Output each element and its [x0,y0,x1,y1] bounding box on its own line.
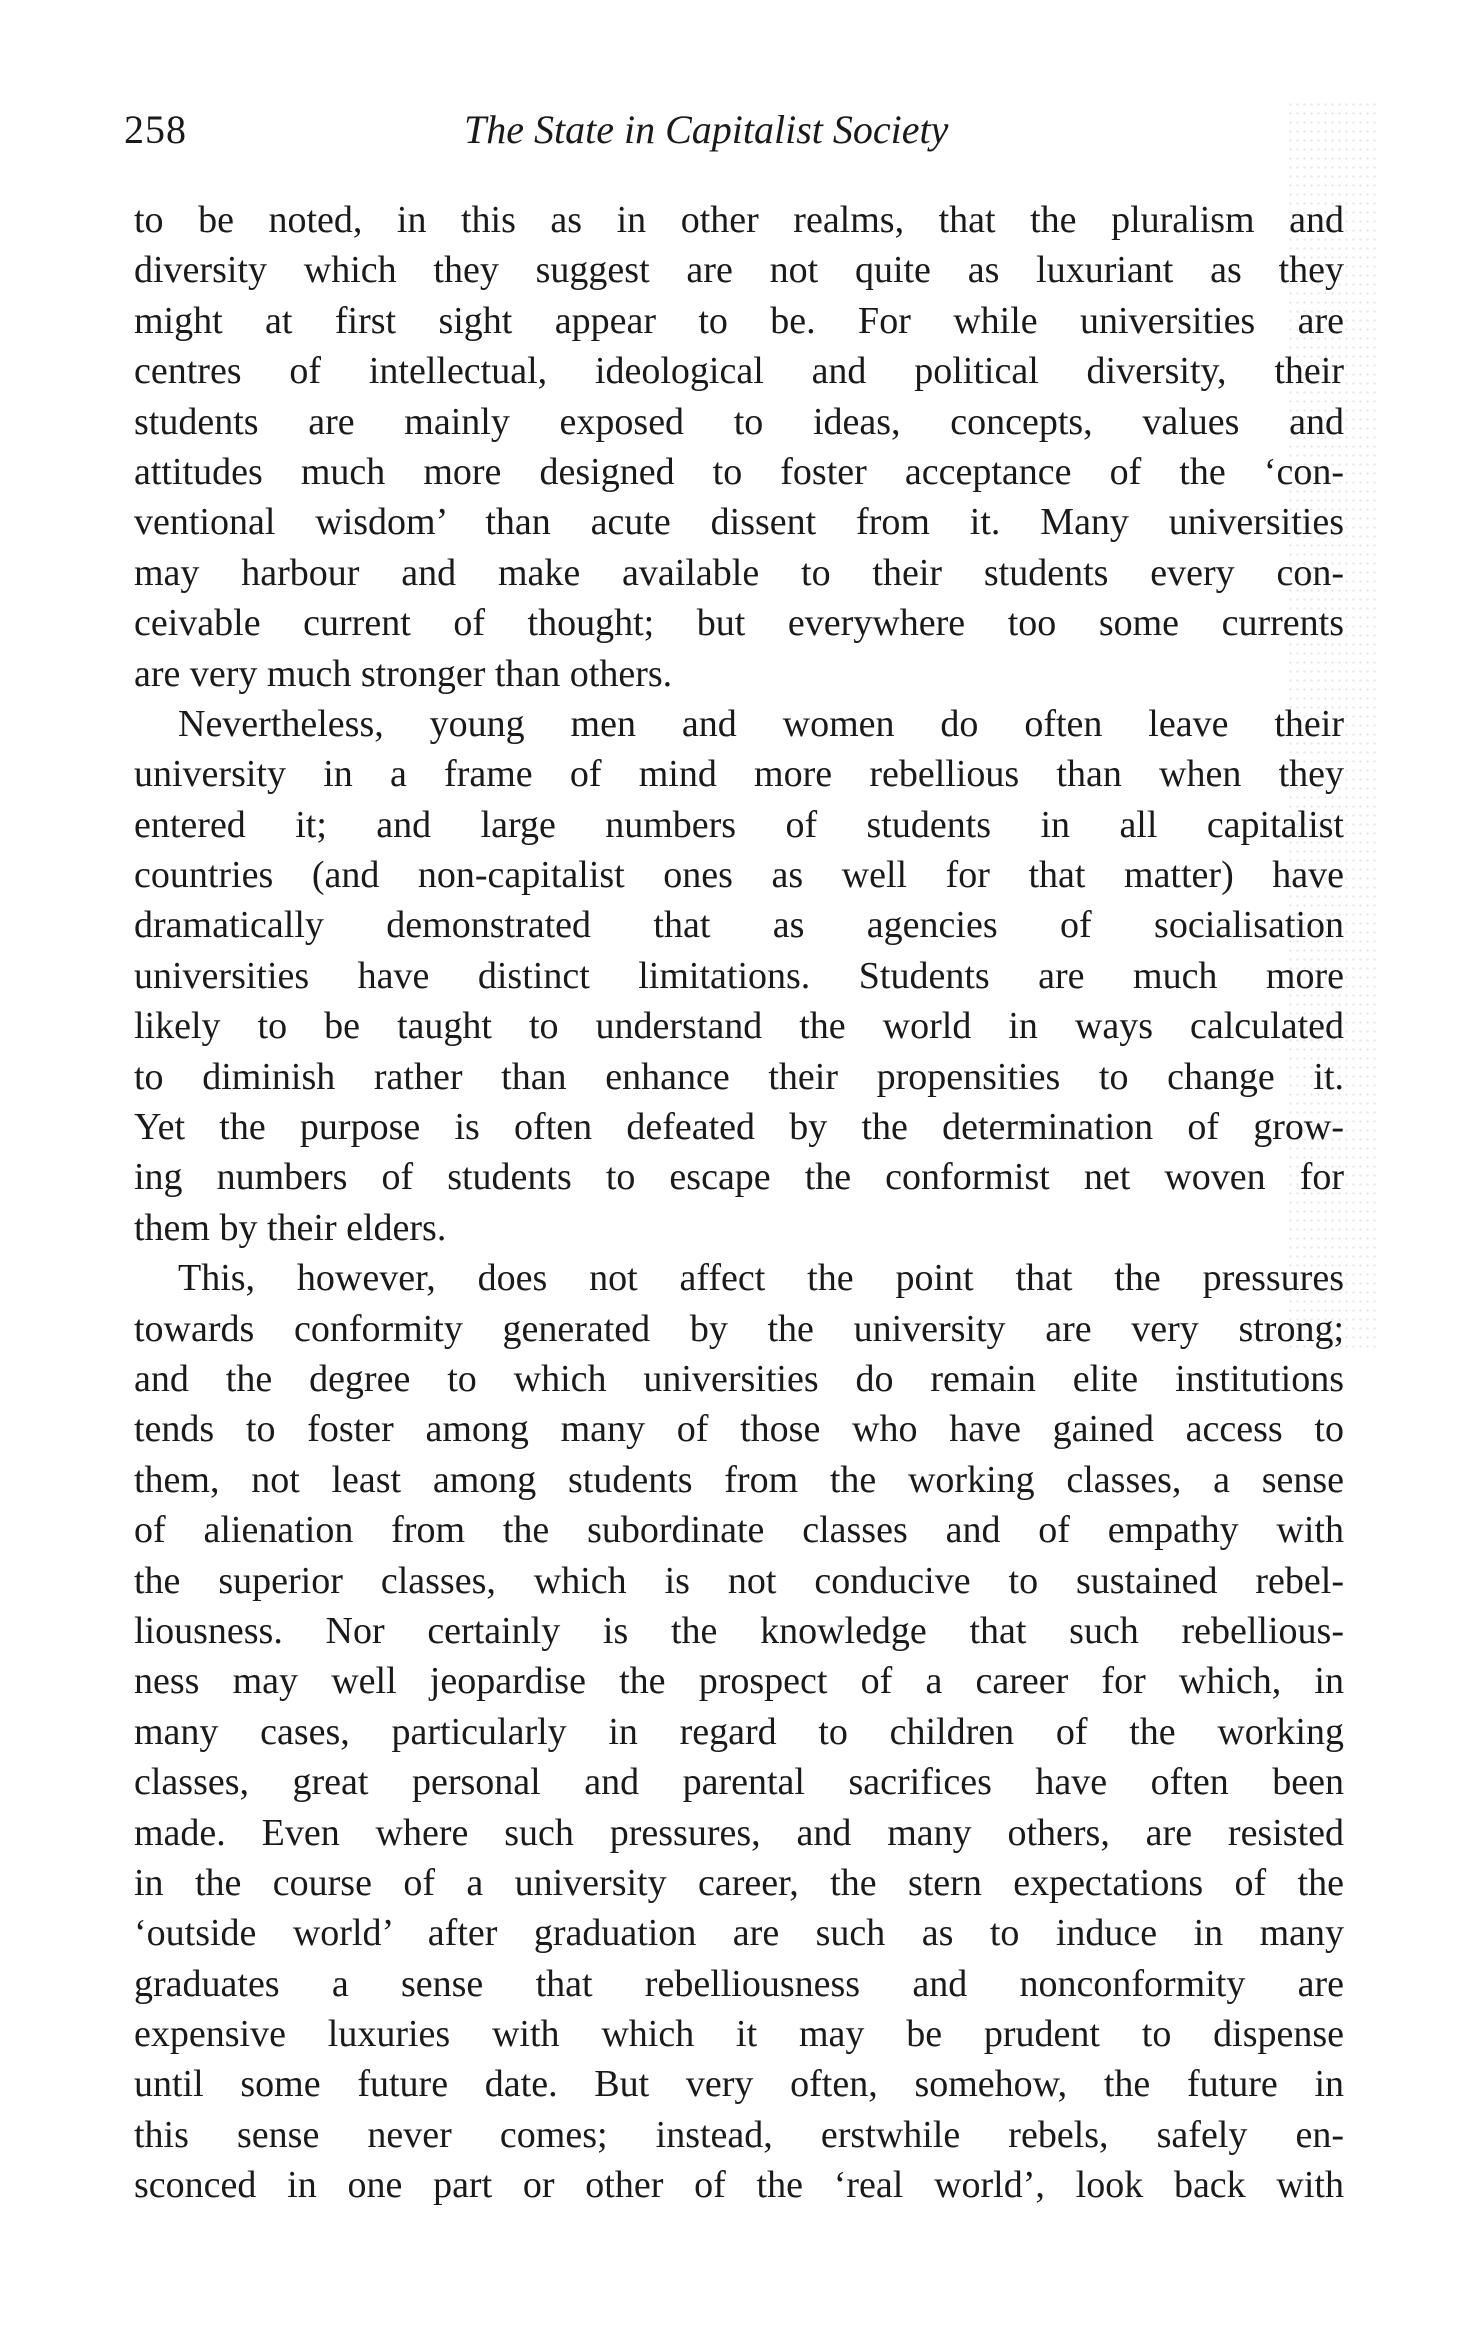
text-line: sconced in one part or other of the ‘real world’, look back with [134,2164,1344,2207]
text-line: them, not least among students from the working classes, a sense [134,1458,1344,1501]
paragraph-3 [134,1253,1344,2210]
text-line: ceivable current of thought; but everywhere too some currents [134,602,1344,645]
text-line: ventional wisdom’ than acute dissent from it. Many universities [134,501,1344,544]
text-line: the superior classes, which is not conducive to sustained rebel- [134,1559,1344,1602]
paragraph-1 [134,195,1344,699]
body-text [134,195,1344,2211]
text-line: until some future date. But very often, somehow, the future in [134,2063,1344,2106]
text-line: tends to foster among many of those who have gained access to [134,1408,1344,1451]
text-line: universities have distinct limitations. Students are much more [134,954,1344,997]
text-line: might at first sight appear to be. For while universities are [134,299,1344,342]
text-line: likely to be taught to understand the world in ways calculated [134,1005,1344,1048]
text-line: Yet the purpose is often defeated by the determination of grow- [134,1106,1344,1149]
text-line: university in a frame of mind more rebellious than when they [134,753,1344,796]
text-line: diversity which they suggest are not quite as luxuriant as they [134,249,1344,292]
text-line: classes, great personal and parental sacrifices have often been [134,1761,1344,1804]
text-line: and the degree to which universities do remain elite institutions [134,1357,1344,1400]
text-line: liousness. Nor certainly is the knowledge that such rebellious- [134,1609,1344,1652]
text-line: ‘outside world’ after graduation are such as to induce in many [134,1912,1344,1955]
text-line: to diminish rather than enhance their propensities to change it. [134,1055,1344,1098]
text-line: towards conformity generated by the university are very strong; [134,1307,1344,1350]
text-line: centres of intellectual, ideological and political diversity, their [134,350,1344,393]
running-title: The State in Capitalist Society [464,107,949,152]
text-line: made. Even where such pressures, and many others, are resisted [134,1811,1344,1854]
text-line: students are mainly exposed to ideas, concepts, values and [134,400,1344,443]
text-line: countries (and non-capitalist ones as well for that matter) have [134,854,1344,897]
text-line: many cases, particularly in regard to children of the working [134,1710,1344,1753]
page-header [124,100,1344,160]
text-line: entered it; and large numbers of students in all capitalist [134,803,1344,846]
text-line: Nevertheless, young men and women do often leave their [178,702,1344,745]
text-line: this sense never comes; instead, erstwhile rebels, safely en- [134,2113,1344,2156]
text-line: This, however, does not affect the point that the pressures [178,1257,1344,1300]
text-line: expensive luxuries with which it may be prudent to dispense [134,2013,1344,2056]
text-line: in the course of a university career, the stern expectations of the [134,1861,1344,1904]
text-line: ness may well jeopardise the prospect of a career for which, in [134,1660,1344,1703]
text-line: are very much stronger than others. [134,652,673,695]
text-line: may harbour and make available to their students every con- [134,551,1344,594]
paragraph-2 [134,699,1344,1253]
text-line: attitudes much more designed to foster acceptance of the ‘con- [134,450,1344,493]
page-number: 258 [124,107,187,152]
text-line: of alienation from the subordinate classes and of empathy with [134,1509,1344,1552]
text-line: them by their elders. [134,1206,447,1249]
text-line: dramatically demonstrated that as agencies of socialisation [134,904,1344,947]
text-line: graduates a sense that rebelliousness and nonconformity are [134,1962,1344,2005]
text-line: to be noted, in this as in other realms, that the pluralism and [134,199,1344,241]
text-line: ing numbers of students to escape the conformist net woven for [134,1156,1344,1199]
